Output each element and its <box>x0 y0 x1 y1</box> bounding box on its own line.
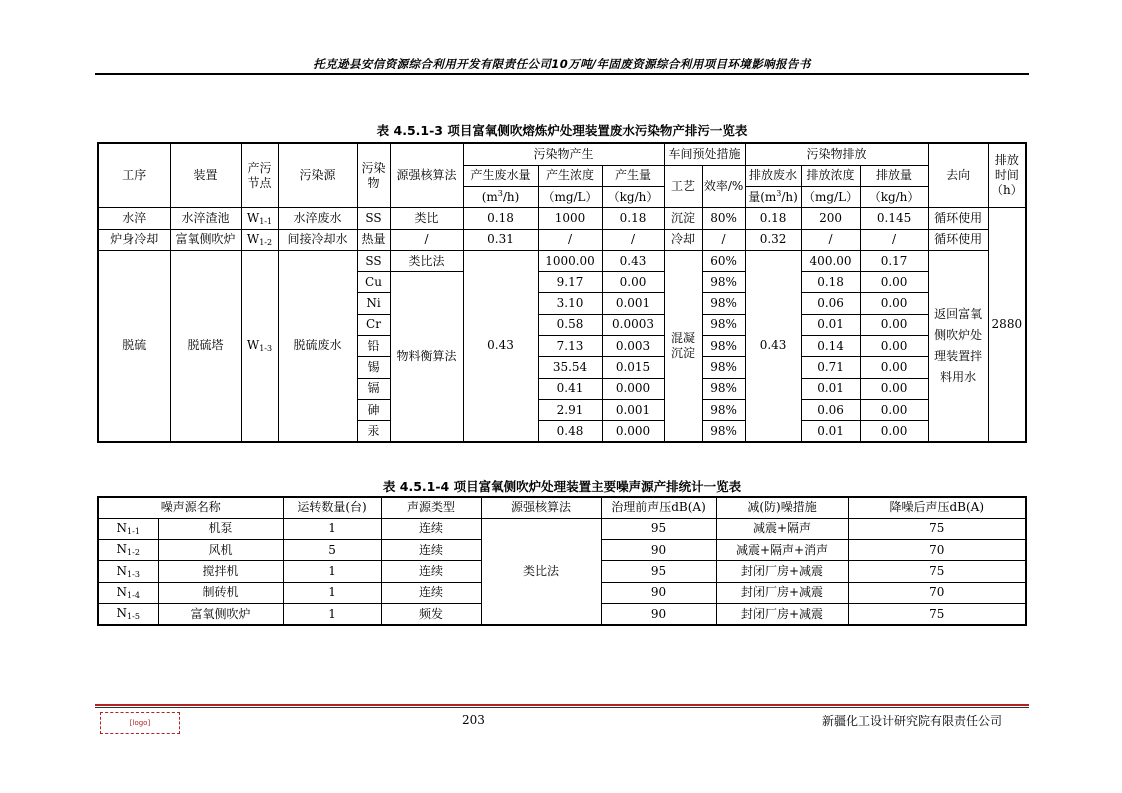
cell-node: $W_{1-1}$ <box>241 208 278 229</box>
cell-pollutant: SS <box>357 208 390 229</box>
cell-source: 水淬废水 <box>278 208 357 229</box>
th-pretreatment-group: 车间预处措施 <box>664 143 745 165</box>
cell-source: 间接冷却水 <box>278 229 357 250</box>
cell-dis-amount: 0.00 <box>860 336 928 357</box>
th-dis-conc: 排放浓度 <box>801 165 860 186</box>
cell-pollutant: Ni <box>357 293 390 314</box>
cell-pollutant: 锡 <box>357 357 390 378</box>
cell-gen-conc: 1000.00 <box>538 250 602 271</box>
cell-dis-conc: 0.01 <box>801 314 860 335</box>
cell-method: 类比法 <box>390 250 463 271</box>
cell-measure: 减震+隔声 <box>716 518 848 539</box>
cell-measure: 封闭厂房+减震 <box>716 561 848 582</box>
cell-after: 70 <box>848 540 1026 561</box>
cell-dis-amount: 0.00 <box>860 421 928 442</box>
th-device: 装置 <box>170 143 241 208</box>
th-noise-source: 噪声源名称 <box>98 497 283 518</box>
cell-code: $N_{1-2}$ <box>98 540 158 561</box>
spic-logo <box>100 712 180 734</box>
cell-dis-conc: 0.06 <box>801 293 860 314</box>
th-source-type: 声源类型 <box>381 497 481 518</box>
cell-gen-conc: 3.10 <box>538 293 602 314</box>
cell-measure: 减震+隔声+消声 <box>716 540 848 561</box>
cell-gen-conc: 0.41 <box>538 378 602 399</box>
cell-after: 70 <box>848 582 1026 603</box>
table-row <box>98 229 1026 250</box>
cell-pollutant: 热量 <box>357 229 390 250</box>
cell-name: 富氧侧吹炉 <box>158 604 283 625</box>
cell-process: 脱硫 <box>98 250 170 442</box>
cell-gen-amount: 0.0003 <box>602 314 664 335</box>
cell-dis-water: 0.18 <box>745 208 801 229</box>
cell-destination: 返回富氧侧吹炉处理装置拌料用水 <box>928 250 988 442</box>
cell-gen-conc: 2.91 <box>538 399 602 420</box>
th-pollutant: 污染 物 <box>357 143 390 208</box>
cell-dis-water: 0.32 <box>745 229 801 250</box>
cell-pre-efficiency: 98% <box>702 336 745 357</box>
cell-pollutant: 砷 <box>357 399 390 420</box>
th-before: 治理前声压dB(A) <box>601 497 716 518</box>
cell-gen-water: 0.43 <box>463 250 538 442</box>
cell-type: 连续 <box>381 582 481 603</box>
cell-gen-amount: 0.18 <box>602 208 664 229</box>
th-pre-tech: 工艺 <box>664 165 702 208</box>
cell-gen-amount: 0.000 <box>602 421 664 442</box>
cell-dis-conc: 0.71 <box>801 357 860 378</box>
cell-gen-conc: 7.13 <box>538 336 602 357</box>
th-dis-conc-unit: （mg/L） <box>801 187 860 208</box>
th-gen-water: 产生废水量 <box>463 165 538 186</box>
th-dis-water: 排放废水 <box>745 165 801 186</box>
th-dis-water-unit: 量$(m^3/h)$ <box>745 187 801 208</box>
cell-dis-conc: 0.06 <box>801 399 860 420</box>
cell-name: 制砖机 <box>158 582 283 603</box>
cell-dis-amount: 0.17 <box>860 250 928 271</box>
cell-count: 1 <box>283 561 381 582</box>
cell-gen-conc: 0.58 <box>538 314 602 335</box>
document-header-title: 托克逊县安信资源综合利用开发有限责任公司10万吨/年固废资源综合利用项目环境影响报告书 <box>313 57 811 71</box>
cell-type: 连续 <box>381 540 481 561</box>
cell-count: 1 <box>283 582 381 603</box>
cell-pollutant: SS <box>357 250 390 271</box>
cell-dis-conc: 0.01 <box>801 378 860 399</box>
th-generation-group: 污染物产生 <box>463 143 664 165</box>
cell-after: 75 <box>848 518 1026 539</box>
cell-gen-amount: 0.001 <box>602 293 664 314</box>
cell-pre-efficiency: 98% <box>702 421 745 442</box>
th-dis-amount-unit: （kg/h） <box>860 187 928 208</box>
cell-process: 水淬 <box>98 208 170 229</box>
cell-dis-amount: 0.00 <box>860 357 928 378</box>
cell-pollutant: Cu <box>357 272 390 293</box>
cell-noise-method: 类比法 <box>481 518 601 625</box>
cell-dis-conc: 0.14 <box>801 336 860 357</box>
cell-pre-tech: 混凝 沉淀 <box>664 250 702 442</box>
cell-pre-efficiency: / <box>702 229 745 250</box>
cell-gen-conc: 1000 <box>538 208 602 229</box>
cell-type: 连续 <box>381 561 481 582</box>
cell-before: 95 <box>601 561 716 582</box>
th-gen-water-unit: $(m^3/h)$ <box>463 187 538 208</box>
cell-pre-efficiency: 60% <box>702 250 745 271</box>
cell-before: 90 <box>601 540 716 561</box>
cell-pre-efficiency: 98% <box>702 378 745 399</box>
th-discharge-group: 污染物排放 <box>745 143 928 165</box>
cell-code: $N_{1-3}$ <box>98 561 158 582</box>
cell-before: 95 <box>601 518 716 539</box>
cell-gen-conc: 35.54 <box>538 357 602 378</box>
cell-pre-efficiency: 98% <box>702 357 745 378</box>
cell-destination: 循环使用 <box>928 229 988 250</box>
th-gen-conc: 产生浓度 <box>538 165 602 186</box>
table-row <box>98 518 1026 539</box>
th-gen-amount: 产生量 <box>602 165 664 186</box>
th-noise-method: 源强核算法 <box>481 497 601 518</box>
th-gen-amount-unit: （kg/h） <box>602 187 664 208</box>
cell-discharge-time: 2880 <box>988 208 1026 442</box>
cell-name: 风机 <box>158 540 283 561</box>
cell-process: 炉身冷却 <box>98 229 170 250</box>
cell-gen-amount: 0.001 <box>602 399 664 420</box>
cell-gen-amount: 0.003 <box>602 336 664 357</box>
cell-gen-amount: 0.43 <box>602 250 664 271</box>
cell-gen-conc: / <box>538 229 602 250</box>
cell-node: $W_{1-3}$ <box>241 250 278 442</box>
cell-before: 90 <box>601 604 716 625</box>
cell-pre-efficiency: 98% <box>702 314 745 335</box>
cell-dis-amount: / <box>860 229 928 250</box>
cell-type: 频发 <box>381 604 481 625</box>
th-gen-conc-unit: （mg/L） <box>538 187 602 208</box>
cell-dis-amount: 0.00 <box>860 399 928 420</box>
cell-source: 脱硫废水 <box>278 250 357 442</box>
cell-after: 75 <box>848 604 1026 625</box>
cell-count: 1 <box>283 604 381 625</box>
cell-after: 75 <box>848 561 1026 582</box>
cell-dis-conc: 0.01 <box>801 421 860 442</box>
th-dis-amount: 排放量 <box>860 165 928 186</box>
cell-gen-amount: 0.000 <box>602 378 664 399</box>
header-divider <box>95 73 1029 75</box>
cell-pre-tech: 冷却 <box>664 229 702 250</box>
cell-measure: 封闭厂房+减震 <box>716 582 848 603</box>
cell-dis-amount: 0.00 <box>860 378 928 399</box>
cell-device: 水淬渣池 <box>170 208 241 229</box>
cell-gen-amount: 0.00 <box>602 272 664 293</box>
th-after: 降噪后声压dB(A) <box>848 497 1026 518</box>
cell-method: / <box>390 229 463 250</box>
cell-code: $N_{1-1}$ <box>98 518 158 539</box>
table2-caption: 表 4.5.1-4 项目富氧侧吹炉处理装置主要噪声源产排统计一览表 <box>382 479 742 494</box>
cell-before: 90 <box>601 582 716 603</box>
table-row <box>98 250 1026 271</box>
cell-name: 搅拌机 <box>158 561 283 582</box>
cell-pollutant: 铅 <box>357 336 390 357</box>
cell-pre-tech: 沉淀 <box>664 208 702 229</box>
cell-gen-water: 0.18 <box>463 208 538 229</box>
cell-method: 类比 <box>390 208 463 229</box>
cell-dis-amount: 0.00 <box>860 272 928 293</box>
th-node: 产污 节点 <box>241 143 278 208</box>
cell-count: 5 <box>283 540 381 561</box>
page-number: 203 <box>462 713 485 727</box>
cell-dis-amount: 0.145 <box>860 208 928 229</box>
cell-dis-amount: 0.00 <box>860 293 928 314</box>
cell-gen-amount: 0.015 <box>602 357 664 378</box>
th-measure: 减(防)噪措施 <box>716 497 848 518</box>
company-name: 新疆化工设计研究院有限责任公司 <box>821 714 1002 728</box>
cell-device: 富氧侧吹炉 <box>170 229 241 250</box>
th-count: 运转数量(台) <box>283 497 381 518</box>
cell-dis-conc: / <box>801 229 860 250</box>
cell-destination: 循环使用 <box>928 208 988 229</box>
cell-pre-efficiency: 80% <box>702 208 745 229</box>
cell-dis-conc: 200 <box>801 208 860 229</box>
footer-divider-red <box>95 704 1029 706</box>
cell-gen-water: 0.31 <box>463 229 538 250</box>
cell-count: 1 <box>283 518 381 539</box>
cell-code: $N_{1-5}$ <box>98 604 158 625</box>
cell-pollutant: Cr <box>357 314 390 335</box>
th-pre-efficiency: 效率/% <box>702 165 745 208</box>
cell-code: $N_{1-4}$ <box>98 582 158 603</box>
cell-method: 物料衡算法 <box>390 272 463 442</box>
noise-table <box>97 496 1027 626</box>
cell-pre-efficiency: 98% <box>702 293 745 314</box>
th-method: 源强核算法 <box>390 143 463 208</box>
cell-dis-amount: 0.00 <box>860 314 928 335</box>
th-source: 污染源 <box>278 143 357 208</box>
cell-measure: 封闭厂房+减震 <box>716 604 848 625</box>
table1-caption: 表 4.5.1-3 项目富氧侧吹熔炼炉处理装置废水污染物产排污一览表 <box>376 123 748 138</box>
spic-logo-placeholder: [logo] <box>100 712 180 734</box>
cell-pollutant: 镉 <box>357 378 390 399</box>
cell-pre-efficiency: 98% <box>702 399 745 420</box>
th-process: 工序 <box>98 143 170 208</box>
th-destination: 去向 <box>928 143 988 208</box>
table-row <box>98 208 1026 229</box>
cell-pollutant: 汞 <box>357 421 390 442</box>
wastewater-table <box>97 142 1027 443</box>
cell-type: 连续 <box>381 518 481 539</box>
footer-divider <box>95 707 1029 708</box>
cell-name: 机泵 <box>158 518 283 539</box>
cell-dis-water: 0.43 <box>745 250 801 442</box>
cell-gen-conc: 0.48 <box>538 421 602 442</box>
cell-pre-efficiency: 98% <box>702 272 745 293</box>
cell-gen-conc: 9.17 <box>538 272 602 293</box>
cell-dis-conc: 400.00 <box>801 250 860 271</box>
cell-gen-amount: / <box>602 229 664 250</box>
cell-device: 脱硫塔 <box>170 250 241 442</box>
cell-dis-conc: 0.18 <box>801 272 860 293</box>
th-discharge-time: 排放 时间 （h） <box>988 143 1026 208</box>
cell-node: $W_{1-2}$ <box>241 229 278 250</box>
